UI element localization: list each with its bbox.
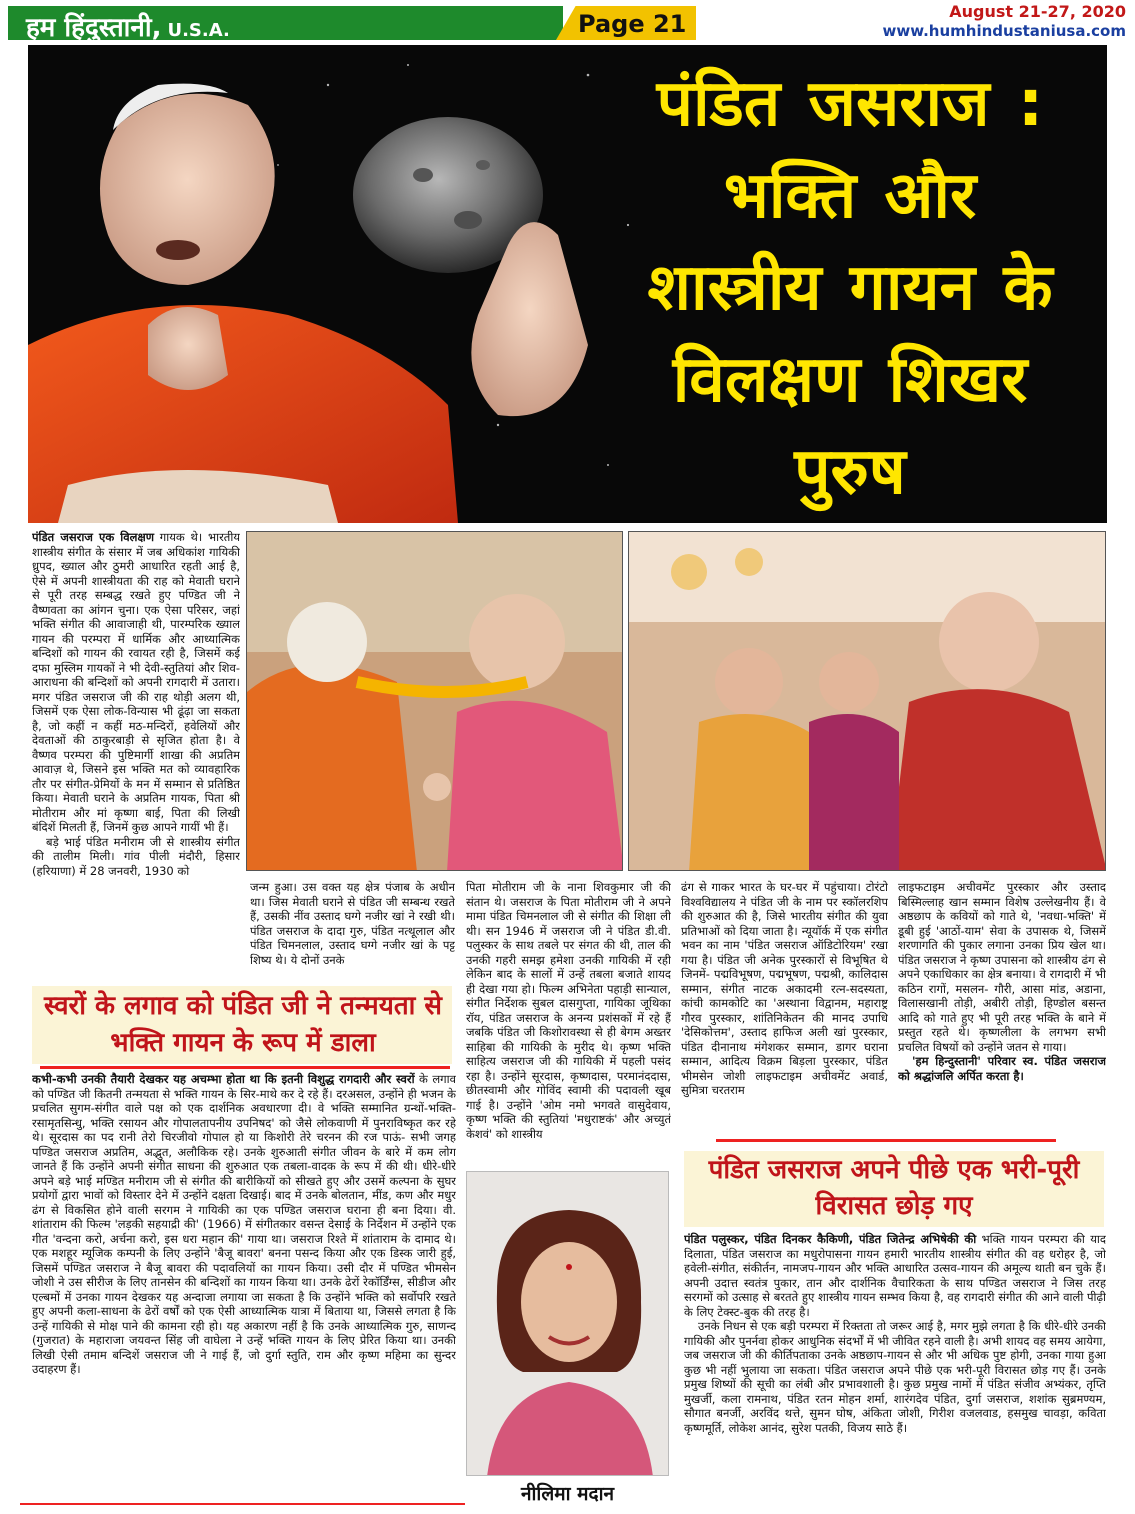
headline-line-5: पुरुष	[794, 435, 906, 509]
section2-body	[32, 1072, 456, 1500]
headline-line-3: शास्त्रीय गायन के	[647, 251, 1053, 325]
article-lead: पंडित जसराज एक विलक्षण	[32, 530, 155, 544]
page-number: Page 21	[578, 10, 687, 38]
headline-line-4: विलक्षण शिखर	[672, 343, 1028, 417]
author-photo-art	[467, 1172, 669, 1476]
article-col1-text2: बड़े भाई पंडित मनीराम जी से शास्त्रीय संगीत की तालीम मिली। गांव पीली मंदौरी, हिसार (हरियाणा) में 28 जनवरी, 1930 को	[32, 834, 240, 878]
article-col5-text: लाइफटाइम अचीवमेंट पुरस्कार और उस्ताद बिस्मिल्लाह खान सम्मान विशेष उल्लेखनीय हैं। वे अष्ठछाप के कवियों को गाते थे, 'नवधा-भक्ति' में डूबी हुई 'आठों-याम' सेवा के उपासक थे, जिसमें शरणागति की पुकार लगाना उनका प्रिय खेल था। पंडित जसराज ने कृष्ण उपासना को शास्त्रीय ढंग से अपने एकाधिकार का क्षेत्र बनाया। वे रागदारी में भी कठिन रागों, मसलन- गौरी, आसा मांड, अडाना, विलासखानी तोड़ी, अबीरी तोड़ी, हिण्डोल बसन्त आदि को गाते हुए भी पूरी तरह भक्ति के बाने में प्रस्तुत रहते थे। कृष्णलीला के लगभग सभी प्रचलित विषयों को उन्होंने जतन से गाया।	[898, 880, 1106, 1054]
section2-lead: कभी-कभी उनकी तैयारी देखकर यह अचम्भा होता था कि इतनी विशुद्ध रागदारी और स्वरों	[32, 1072, 415, 1086]
section2-heading: स्वरों के लगाव को पंडित जी ने तन्मयता से भक्ति गायन के रूप में डाला	[43, 991, 442, 1058]
photo-felicitation-art	[629, 532, 1106, 871]
website-link[interactable]: www.humhindustaniusa.com	[882, 22, 1126, 40]
photo-blessing-art	[247, 532, 623, 871]
headline-line-1: पंडित जसराज :	[656, 67, 1044, 141]
article-column-5	[898, 880, 1106, 1142]
section2-text: के लगाव को पण्डित जी कितनी तन्मयता से भक्ति गायन के सिर-माथे कर दे रहे हैं। दरअसल, उन्होंने ही भजन के प्रचलित सुगम-संगीत वाले पक्ष को एक दार्शनिक अवधारणा दी। वे भक्ति सम्मानित ग्रन्थों-भक्ति-रसामृतसिन्धु, भक्ति रसायन और गोपालतापनीय उपनिषद' को जैसे लोकवाणी में पुनराविष्कृत कर रहे थे। सूरदास का पद रानी तेरो चिरजीवो गोपाल हो या किशोरी तेरे चरनन की रज पाऊं- सभी जगह पण्डित जसराज अप्रतिम, अद्भुत, अलौकिक रहे। उनके शुरुआती संगीत जीवन के बारे में कम लोग जानते हैं कि उन्होंने अपनी संगीत साधना की शुरुआत एक तबला-वादक के रूप में की थी। धीरे-धीरे अपने बड़े भाई मण्डित मनीराम जी से संगीत की बारीकियों को सीखते हुए और उसमें कल्पना के सुघर प्रयोगों द्वारा भावों को विस्तार देने में उन्होंने दक्षता दिखाई। बाद में उनके बोलतान, मींड, कण और मधुर ढंग से विकसित होने वाली सरगम ने गायिकी का एक पण्डित जसराज घराना ही बना दिया। वी. शांताराम की फिल्म 'लड़की सहयाद्री की' (1966) में संगीतकार वसन्त देसाई के निर्देशन में उन्होंने एक गीत 'वन्दना करो, अर्चना करो, इस धरा महान की' गाया था। जसराज रिश्ते में शांताराम के दामाद थे। एक मशहूर म्यूजिक कम्पनी के लिए उन्होंने 'बैजू बावरा' बनना पसन्द किया और एक डिस्क जारी हुई, जिसमें पण्डित जसराज ने बैजू बावरा की पदावलियों का गायन किया। उसी दौर में पण्डित भीमसेन जोशी ने उस सीरीज के लिए तानसेन की बन्दिशों का गायन किया था। उनके ढेरों रेकॉर्डिंग्स, सीडीज और एल्बमों में उनका गायन देखकर यह अन्दाजा लगाया जा सकता है कि उन्होंने भक्ति को सर्वोपरि रखते हुए अपनी कला-साधना के ढेरों वर्षों को एक ऐसी आध्यात्मिक यात्रा में बिताया था, जिससे लगता है कि उन्हें गायिकी से मोक्ष पाने की कामना रही हो। यह अकारण नहीं है कि उनके आध्यात्मिक गुरु, साणन्द (गुजरात) के महाराजा जयवन्त सिंह जी वाघेला ने उन्हें भक्ति गायन के लिए प्रेरित किया था। उनकी लिखी ऐसी तमाम बन्दिशें जसराज जी ने गाई हैं, जो दुर्गा स्तुति, राम और कृष्ण महिमा का सुन्दर उदाहरण हैं।	[32, 1072, 456, 1376]
bottom-rule	[20, 1503, 465, 1505]
headline-line-2: भक्ति और	[723, 159, 977, 233]
author-name: नीलिमा मदान	[520, 1483, 615, 1505]
headline	[600, 58, 1100, 518]
section3-body	[684, 1232, 1106, 1504]
section3-rule	[716, 1139, 1056, 1142]
section3-lead: पंडित पलुस्कर, पंडित दिनकर कैकिणी, पंडित जितेन्द्र अभिषेकी की	[684, 1232, 977, 1246]
section3-heading: पंडित जसराज अपने पीछे एक भरी-पूरी विरासत छोड़ गए	[708, 1155, 1080, 1221]
article-column-3: पिता मोतीराम जी के नाना शिवकुमार जी की संतान थे। जसराज के पिता मोतीराम जी ने अपने मामा पंडित चिमनलाल जी से संगीत की शिक्षा ली थी। सन 1946 में जसराज जी ने पंडित डी.वी. पलुस्कर के साथ तबले पर संगत की थी, ताल की उनकी गहरी समझ हमेशा उनकी गायिकी में रही लेकिन बाद के सालों में उन्हें तबला बजाते शायद ही देखा गया हो। फिल्म अभिनेता पहाड़ी सान्याल, संगीत निर्देशक सुबल दासगुप्ता, गायिका जूथिका रॉय, पंडित जसराज के अनन्य प्रशंसकों में रहे हैं जबकि पंडित जी किशोरावस्था से ही बेगम अख्तर साहिबा की गायिकी के मुरीद थे। कृष्ण भक्ति साहित्य जसराज जी की गायिकी में पहली पसंद रहा है। उन्होंने सूरदास, कृष्णदास, परमानंददास, छीतस्वामी और गोविंद स्वामी की पदावली खूब गाई है। उन्होंने 'ओम नमो भगवते वासुदेवाय, कृष्ण भक्ति की स्तुतियां 'मधुराष्टकं' और अच्युतं केशवं' को शास्त्रीय	[466, 880, 671, 1141]
author-photo	[466, 1171, 669, 1476]
tribute-text: 'हम हिन्दुस्तानी' परिवार स्व. पंडित जसराज को श्रद्धांजलि अर्पित करता है।	[898, 1054, 1106, 1083]
photo-blessing	[246, 531, 623, 871]
issue-date: August 21-27, 2020	[949, 2, 1126, 21]
newspaper-name: हम हिंदुस्तानी, U.S.A.	[26, 13, 230, 43]
article-column-4: ढंग से गाकर भारत के घर-घर में पहुंचाया। टोरंटो विश्वविद्यालय ने पंडित जी के नाम पर स्कॉलरशिप की शुरुआत की है, जिसे भारतीय संगीत की युवा प्रतिभाओं को दिया जाता है। न्यूयॉर्क में एक संगीत भवन का नाम 'पंडित जसराज ऑडिटोरियम' रखा गया है। पंडित जी अनेक पुरस्कारों से विभूषित थे जिनमें- पद्मविभूषण, पद्मभूषण, पद्मश्री, कालिदास सम्मान, संगीत नाटक अकादमी रत्न-सदस्यता, कांची कामकोटि का 'अस्थाना विद्वानम, महाराष्ट्र गौरव पुरस्कार, शांतिनिकेतन की मानद उपाधि 'देसिकोत्तम', उस्ताद हाफिज अली खां पुरस्कार, पंडित दीनानाथ मंगेशकर सम्मान, डागर घराना सम्मान, आदित्य विक्रम बिड़ला पुरस्कार, पंडित भीमसेन जोशी लाइफटाइम अचीवमेंट अवार्ड, सुमित्रा चरतराम	[681, 880, 888, 1097]
section3-text: भक्ति गायन परम्परा की याद दिलाता, पंडित जसराज का मधुरोपासना गायन हमारी भारतीय शास्त्रीय संगीत की वह धरोहर है, जो हवेली-संगीत, संकीर्तन, नामजप-गायन और भक्ति आधारित उत्सव-गायन की अमूल्य थाती बन चुके हैं। अपनी उदात्त स्वतंत्र पुकार, तान और दार्शनिक वैचारिकता के साथ पण्डित जसराज ने जिस तरह सरगमों को उत्साह से बरतते हुए शास्त्रीय गायन सम्भव किया है, वह रागदारी संगीत की आने वाली पीढ़ी के लिए टेक्स्ट-बुक की तरह है।	[684, 1232, 1106, 1319]
article-column-2: जन्म हुआ। उस वक्त यह क्षेत्र पंजाब के अधीन था। जिस मेवाती घराने से पंडित जी सम्बन्ध रखते हैं, उसकी नींव उस्ताद घग्गे नजीर खां ने रखी थी। पंडित जसराज के दादा गुरु, पंडित नत्थूलाल और पंडित चिमनलाल, उस्ताद घग्गे नजीर खां के पट्ट शिष्य थे। ये दोनों उनके	[250, 880, 455, 967]
newspaper-region: U.S.A.	[167, 20, 230, 41]
section3-text2: उनके निधन से एक बड़ी परम्परा में रिक्तता तो जरूर आई है, मगर मुझे लगता है कि धीरे-धीरे उनकी गायिकी और पुनर्नवा होकर आधुनिक संदर्भों में भी जीवित रहने वाली है। अभी शायद वह समय आयेगा, जब जसराज जी की कीर्तिपताका उनके अष्ठछाप-गायन से और भी अधिक पुष्ट होगी, उनका गाया हुआ कुछ भी नहीं भुलाया जा सकता। पंडित जसराज अपने पीछे एक भरी-पूरी विरासत छोड़ गए हैं। उनके प्रमुख शिष्यों की सूची का लंबी और प्रभावशाली है। कुछ प्रमुख नामों में पंडित संजीव अभ्यंकर, तृप्ति मुखर्जी, कला रामनाथ, पंडित रतन मोहन शर्मा, शारंगदेव पंडित, दुर्गा जसराज, शशांक सुब्रमण्यम, सौगात बनर्जी, अरविंद थत्ते, सुमन घोष, अंकिता जोशी, गिरीश वजलवाड, हसमुख चावड़ा, कविता कृष्णमूर्ति, लोकेश आनंद, सुरेश पतकी, विजय साठे हैं।	[684, 1319, 1106, 1435]
photo-felicitation	[628, 531, 1106, 871]
section2-rule	[40, 1066, 450, 1069]
article-column-1	[32, 530, 240, 982]
article-col1-text: गायक थे। भारतीय शास्त्रीय संगीत के संसार में जब अधिकांश गायिकी ध्रुपद, ख्याल और ठुमरी आधारित रहती आई है, ऐसे में अपनी शास्त्रीयता की राह को मेवाती घराने से पूरी तरह सम्बद्ध रखते हुए पण्डित जी ने वैष्णवता का आंगन चुना। एक ऐसा परिसर, जहां भक्ति संगीत की आवाजाही थी, पारम्परिक ख्याल गायन की परम्परा में धार्मिक और आध्यात्मिक बन्दिशों को गायन की रवायत रही है, जिसमें कई दफा मुस्लिम गायकों ने भी देवी-स्तुतियां और शिव-आराधना की बन्दिशों को अपनी रागदारी में उतारा। मगर पंडित जसराज जी की राह थोड़ी अलग थी, जिसमें एक ऐसा लोक-विन्यास भी ढूंढ़ा जा सकता है, जो कहीं न कहीं मठ-मन्दिरों, हवेलियों और देवताओं की ठाकुरबाड़ी से सृजित होता है। वे वैष्णव परम्परा की पुष्टिमार्गी शाखा की अप्रतिम आवाज़ थे, जिसने इस भक्ति मत को व्यावहारिक तौर पर संगीत-प्रेमियों के मन में सम्मान से प्रतिष्ठित किया। मेवाती घराने के अप्रतिम गायक, पिता श्री मोतीराम और मां कृष्णा बाई, पिता की लिखी बंदिशें मिलती हैं, जिनमें कुछ आपने गायीं भी हैं।	[32, 530, 240, 834]
